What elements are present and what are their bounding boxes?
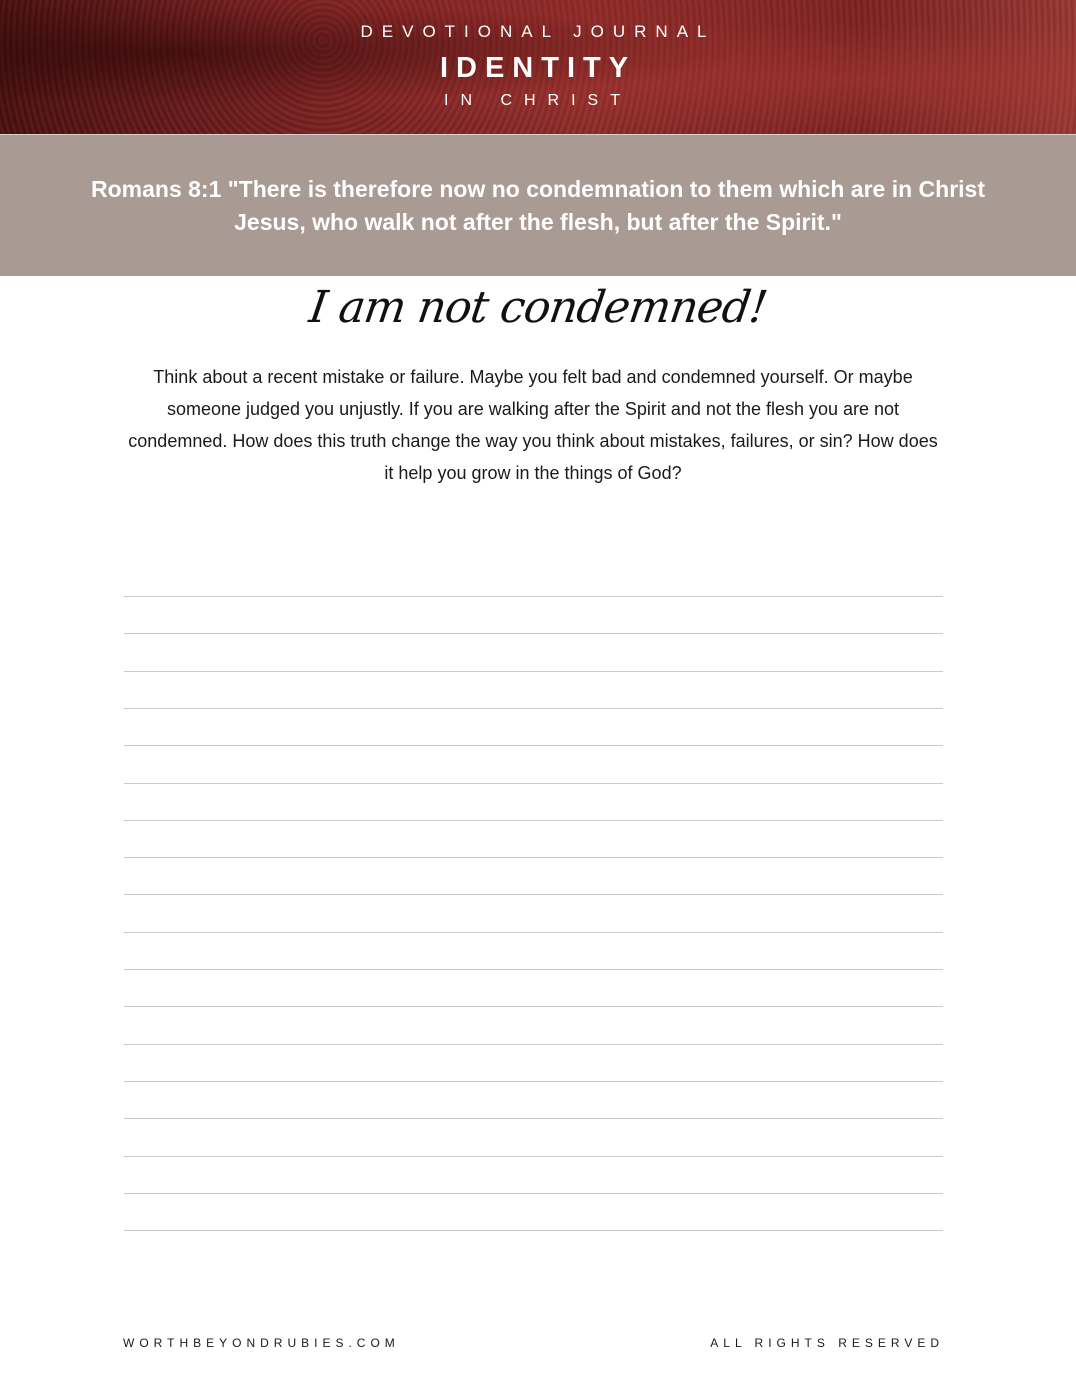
writing-line — [124, 783, 943, 784]
writing-line — [124, 932, 943, 933]
header-subtitle: IN CHRIST — [444, 92, 632, 109]
writing-line — [124, 1193, 943, 1194]
footer-rights: ALL RIGHTS RESERVED — [710, 1336, 944, 1350]
footer-website: WORTHBEYONDRUBIES.COM — [123, 1336, 400, 1350]
writing-line — [124, 671, 943, 672]
journal-prompt: Think about a recent mistake or failure. Maybe you felt bad and condemned yourself. Or maybe someone judged you unjustly. If you are walking after the Spirit and not the flesh you are not condemned. How does this truth change the way you think about mistakes, failures, or sin? How does it help you grow in the things of God? — [128, 367, 938, 483]
writing-line — [124, 857, 943, 858]
writing-line — [124, 1118, 943, 1119]
writing-line — [124, 1044, 943, 1045]
writing-line — [124, 745, 943, 746]
affirmation-title: I am not condemned! — [306, 282, 770, 333]
writing-line — [124, 633, 943, 634]
header-title: IDENTITY — [439, 52, 637, 84]
writing-line — [124, 894, 943, 895]
verse-text: Romans 8:1 "There is therefore now no condemnation to them which are in Christ Jesus, who walk not after the flesh, but after the Spirit." — [91, 175, 985, 235]
writing-line — [124, 969, 943, 970]
writing-line — [124, 596, 943, 597]
writing-lines[interactable] — [124, 0, 943, 1392]
writing-line — [124, 1081, 943, 1082]
writing-line — [124, 1006, 943, 1007]
writing-line — [124, 1230, 943, 1231]
writing-line — [124, 708, 943, 709]
header-kicker: DEVOTIONAL JOURNAL — [360, 22, 716, 41]
writing-line — [124, 820, 943, 821]
writing-line — [124, 1156, 943, 1157]
